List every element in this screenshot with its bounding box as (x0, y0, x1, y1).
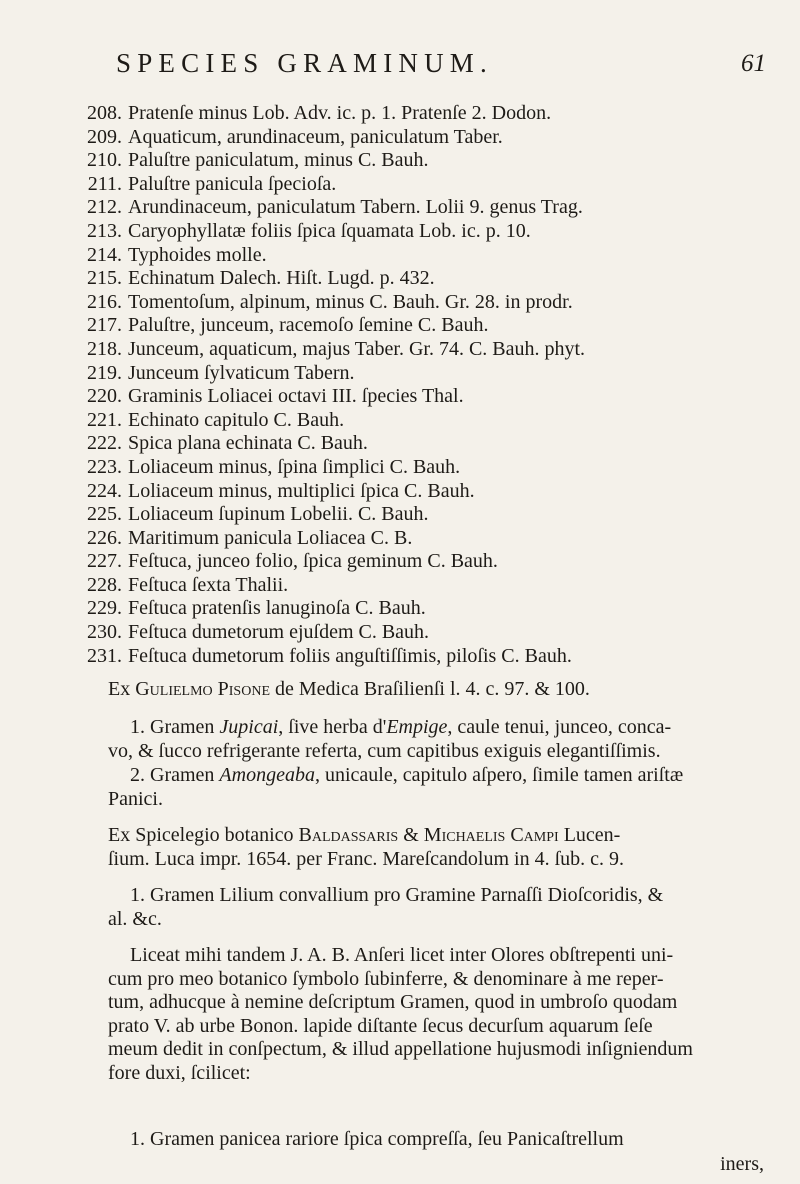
list-item (80, 385, 780, 409)
list-item-text: Pratenſe minus Lob. Adv. ic. p. 1. Pratenſe 2. Dodon. (128, 102, 552, 124)
list-item (80, 314, 780, 338)
list-item (80, 456, 780, 480)
list-item-number: 216. (87, 290, 122, 313)
author-name-baldassaris: Baldassaris (298, 824, 399, 846)
list-item (80, 574, 780, 598)
list-item-text: Feſtuca dumetorum foliis anguſtiſſimis, piloſis C. Bauh. (128, 644, 572, 667)
list-item-text: Junceum ſylvaticum Tabern. (128, 361, 355, 384)
catchword: iners, (720, 1153, 764, 1175)
section-heading-campi: Ex Spicelegio botanico Baldassaris & Michaelis Campi Lucen- ſium. Luca impr. 1654. per Franc. Mareſcandolum in 4. ſub. c. 9. (108, 824, 624, 870)
list-item (80, 149, 780, 173)
list-item-number: 229. (87, 597, 122, 620)
list-item-number: 208. (87, 102, 122, 124)
list-item (80, 291, 780, 315)
list-item (80, 645, 780, 669)
list-item-number: 218. (87, 337, 122, 360)
list-item-number: 230. (87, 621, 122, 644)
list-item-text: Paluſtre paniculatum, minus C. Bauh. (128, 149, 429, 172)
list-item (80, 409, 780, 433)
list-item (80, 550, 780, 574)
list-item-text: Echinatum Dalech. Hiſt. Lugd. p. 432. (128, 267, 435, 290)
list-item (80, 362, 780, 386)
list-item (80, 621, 780, 645)
list-item-text: Paluſtre, junceum, racemoſo ſemine C. Bauh. (128, 314, 489, 337)
final-entry: 1. Gramen panicea rariore ſpica compreſſa, ſeu Panicaſtrellum (130, 1128, 624, 1150)
list-item-text: Loliaceum minus, multiplici ſpica C. Bauh. (128, 479, 475, 502)
list-item (80, 196, 780, 220)
running-head (116, 48, 766, 88)
list-item (80, 173, 780, 197)
closing-line: tum, adhucque à nemine deſcriptum Gramen, quod in umbroſo quodam (108, 991, 678, 1014)
closing-line: fore duxi, ſcilicet: (108, 1061, 251, 1084)
list-item-number: 214. (87, 243, 122, 266)
list-item-text: Aquaticum, arundinaceum, paniculatum Taber. (128, 125, 503, 148)
list-item-text: Feſtuca ſexta Thalii. (128, 573, 289, 596)
closing-paragraph (108, 944, 768, 1086)
closing-line: Liceat mihi tandem J. A. B. Anſeri licet inter Olores obſtrepenti uni- (130, 944, 674, 966)
list-item-number: 223. (87, 455, 122, 478)
author-name: Gulielmo Pisone (135, 678, 270, 700)
list-item-number: 220. (87, 385, 122, 408)
list-item (80, 338, 780, 362)
list-item (80, 503, 780, 527)
list-item-number: 221. (87, 408, 122, 431)
list-item-text: Paluſtre panicula ſpecioſa. (128, 172, 337, 195)
list-item (80, 220, 780, 244)
list-item (80, 527, 780, 551)
list-item-text: Graminis Loliacei octavi III. ſpecies Thal. (128, 385, 464, 408)
closing-line: meum dedit in conſpectum, & illud appellatione hujusmodi inſigniendum (108, 1038, 693, 1061)
list-item-text: Loliaceum ſupinum Lobelii. C. Bauh. (128, 503, 429, 526)
list-item-number: 215. (87, 267, 122, 290)
list-item-number: 210. (87, 149, 122, 172)
closing-line: cum pro meo botanico ſymbolo ſubinferre, & denominare à me reper- (108, 967, 664, 990)
heading-citation: de Medica Braſilienſi l. 4. c. 97. & 100. (275, 678, 590, 700)
list-item-text: Feſtuca, junceo folio, ſpica geminum C. Bauh. (128, 550, 498, 573)
list-item-text: Maritimum panicula Loliacea C. B. (128, 526, 413, 549)
heading-prefix: Ex (108, 678, 131, 700)
list-item-number: 225. (87, 503, 122, 526)
list-item-number: 228. (87, 573, 122, 596)
list-item (80, 244, 780, 268)
list-item-text: Feſtuca dumetorum ejuſdem C. Bauh. (128, 621, 430, 644)
list-item-text: Tomentoſum, alpinum, minus C. Bauh. Gr. 28. in prodr. (128, 290, 573, 313)
list-item-text: Caryophyllatæ foliis ſpica ſquamata Lob. ic. p. 10. (128, 219, 531, 242)
list-item (80, 597, 780, 621)
campi-entry-1: 1. Gramen Lilium convallium pro Gramine Parnaſſi Dioſcoridis, & al. &c. (108, 884, 664, 930)
running-title: SPECIES GRAMINUM. (116, 48, 493, 78)
list-item (80, 432, 780, 456)
list-item-number: 224. (87, 479, 122, 502)
list-item-text: Spica plana echinata C. Bauh. (128, 432, 368, 455)
list-item (80, 102, 780, 126)
list-item-number: 213. (87, 219, 122, 242)
list-item (80, 126, 780, 150)
list-item (80, 480, 780, 504)
page-number: 61 (741, 50, 766, 77)
list-item-number: 212. (87, 196, 122, 219)
list-item-text: Typhoides molle. (128, 243, 267, 266)
list-item-text: Loliaceum minus, ſpina ſimplici C. Bauh. (128, 455, 461, 478)
list-item-number: 226. (87, 526, 122, 549)
list-item-number: 219. (87, 361, 122, 384)
piso-entry-2: 2. Gramen Amongeaba, unicaule, capitulo aſpero, ſimile tamen ariſtæ Panici. (108, 764, 684, 810)
list-item-number: 231. (87, 644, 122, 667)
list-item-number: 209. (87, 125, 122, 148)
list-item-text: Feſtuca pratenſis lanuginoſa C. Bauh. (128, 597, 426, 620)
list-item-text: Junceum, aquaticum, majus Taber. Gr. 74. C. Bauh. phyt. (128, 337, 586, 360)
list-item-number: 227. (87, 550, 122, 573)
piso-entry-1: 1. Gramen Jupicai, ſive herba d'Empige, caule tenui, junceo, conca- vo, & ſucco refrigerante referta, cum capitibus exiguis elegantiſſimis. (108, 716, 672, 762)
list-item-number: 222. (87, 432, 122, 455)
list-item-number: 217. (87, 314, 122, 337)
list-item-number: 211. (87, 172, 122, 195)
section-heading-piso (108, 678, 590, 701)
author-name-campi: Michaelis Campi (423, 824, 559, 846)
species-list (80, 102, 780, 668)
list-item-text: Echinato capitulo C. Bauh. (128, 408, 345, 431)
list-item (80, 267, 780, 291)
list-item-text: Arundinaceum, paniculatum Tabern. Lolii 9. genus Trag. (128, 196, 583, 219)
closing-line: prato V. ab urbe Bonon. lapide diſtante ſecus decurſum aquarum ſeſe (108, 1014, 653, 1037)
